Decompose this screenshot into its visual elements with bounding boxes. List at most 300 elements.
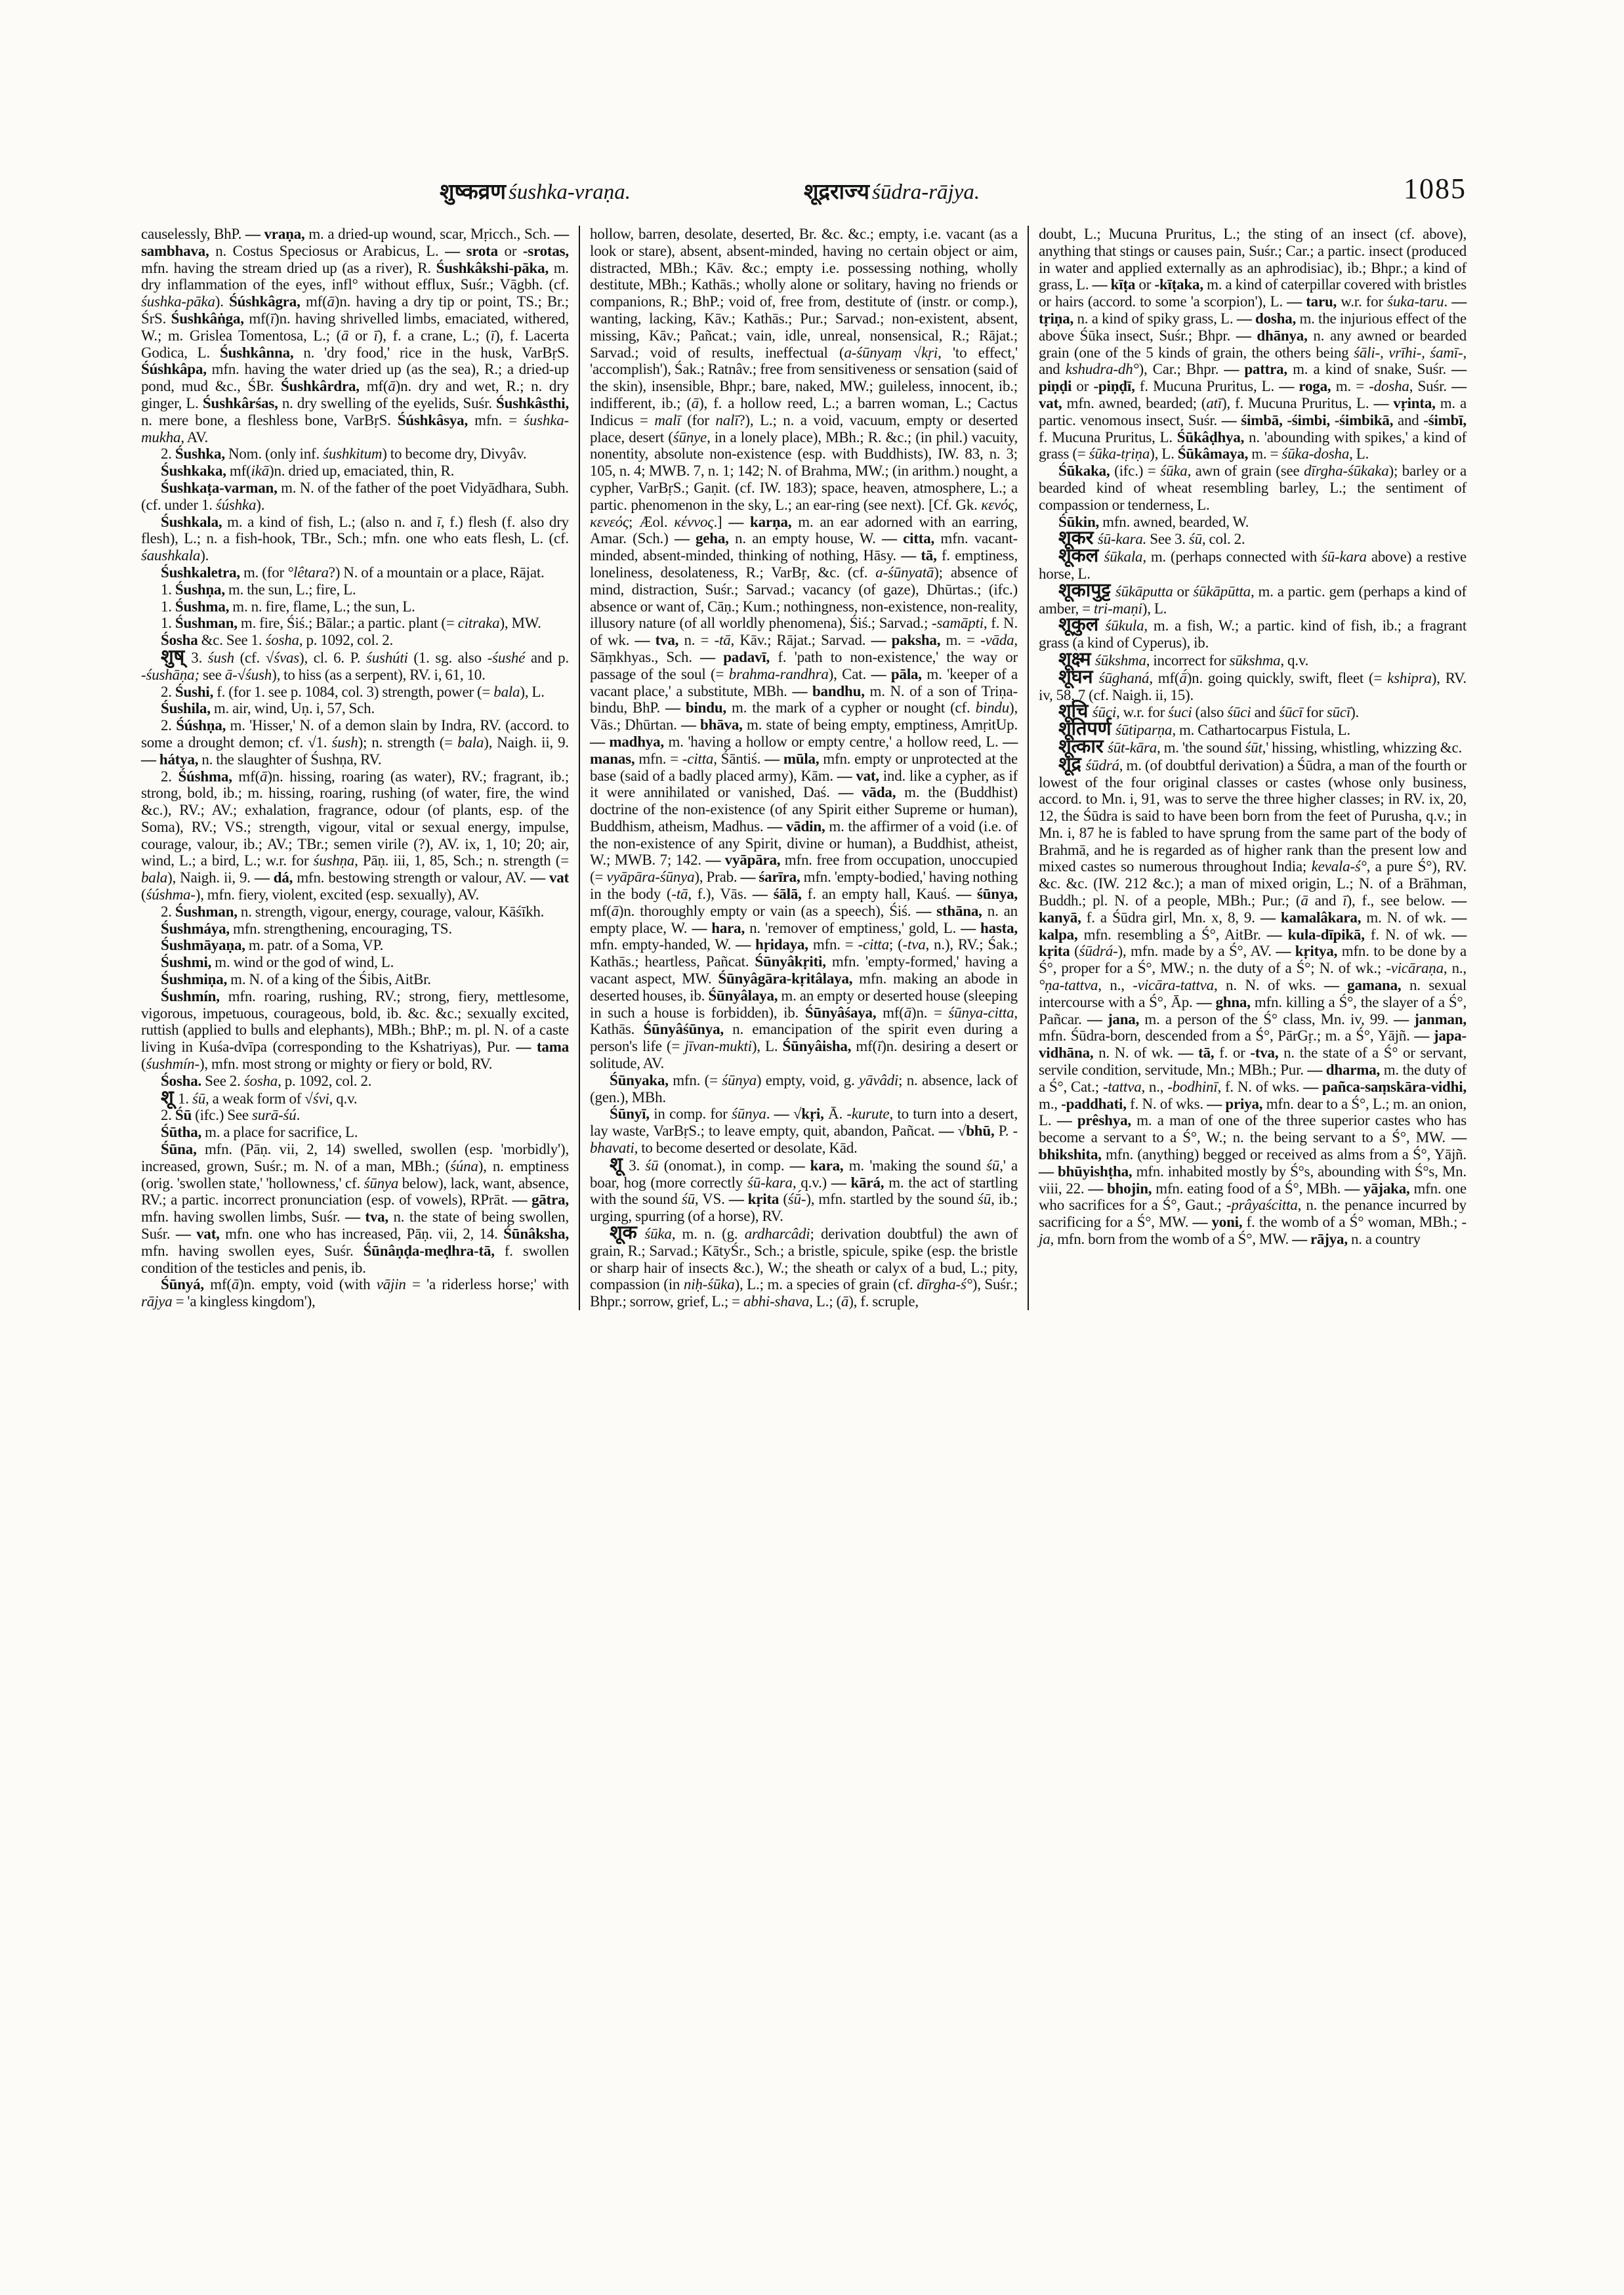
text-run: , col. 2. [1201, 531, 1245, 548]
text-run: m. N. of the father of the poet Vidyādhara, Subh. (cf. under 1. [141, 479, 569, 513]
headword: — janman, [1394, 1010, 1467, 1027]
text-run: m. wind or the god of wind, L. [215, 954, 394, 971]
text-run: ), cl. 6. P. [299, 649, 366, 666]
text-run: ), Naigh. ii, 9. [167, 869, 255, 886]
headword: — pattra, [1224, 361, 1293, 378]
text-run: w.r. for [1341, 293, 1388, 310]
text-run: , Sāṃkhyas., Sch. [590, 632, 1018, 665]
text-run: , AV. [180, 428, 209, 445]
sanskrit-italic-term: °ṇa-tattva [1039, 977, 1098, 994]
text-run: m. = [1251, 445, 1282, 463]
headword: Śushkâṅga, [171, 310, 249, 327]
text-run: n. dry swelling of the eyelids, Suśr. [281, 394, 497, 411]
headword: Śosha. [161, 1072, 205, 1089]
headword: Śushi, [175, 683, 217, 700]
text-run: in comp. for [654, 1106, 732, 1123]
text-run: mf( [238, 768, 260, 785]
sanskrit-italic-term: śūnya [722, 1071, 757, 1088]
dictionary-paragraph [1039, 735, 1467, 757]
sanskrit-italic-term: -bodhinī [1167, 1078, 1218, 1095]
sanskrit-italic-term: śaushkala [141, 547, 201, 564]
headword: Śūnyâisha, [782, 1038, 856, 1055]
text-run: , Kāv.; Rājat.; Sarvad. [730, 632, 871, 649]
headword: Śúshkâgra, [229, 293, 306, 310]
devanagari-headword: शूतिपर्ण [1058, 718, 1115, 740]
text-run: , f. N. of wks. [1217, 1078, 1304, 1095]
text-run: ( [141, 886, 146, 903]
headword: — bhojin, [1088, 1180, 1156, 1197]
sanskrit-italic-term: śúshma- [146, 886, 196, 903]
text-run: mfn. inhabited mostly by Ś°s, abounding with Ś°s, Mn. viii, 22. [1039, 1163, 1467, 1197]
text-run: m. the duty of a Ś°, Cat.; [1039, 1062, 1467, 1095]
devanagari-headword: शूघन [1058, 666, 1099, 688]
text-run: n. an empty place, W. [590, 902, 1018, 936]
text-run: n. emancipation of the spirit even during a person's life (= [590, 1021, 1018, 1055]
headword: Śushkâsthi, [496, 394, 570, 411]
dictionary-paragraph [141, 954, 569, 971]
text-run: , n., [1141, 1078, 1168, 1095]
sanskrit-italic-term: malī [654, 411, 688, 428]
headword: — gamana, [1323, 977, 1410, 994]
text-run: f. a Śūdra girl, Mn. x, 8, 9. [1086, 909, 1260, 926]
sanskrit-italic-term: sūkshma [1229, 651, 1281, 669]
text-run: , VS. [694, 1191, 729, 1208]
text-run: , mf( [1149, 669, 1180, 686]
sanskrit-italic-term: śūcī [1279, 704, 1306, 721]
headword: Śushma, [175, 598, 233, 615]
text-run: = 'a kingless kingdom'), [175, 1293, 316, 1310]
text-run: mf( [856, 1038, 877, 1055]
headword: Śūkâḍhya, [1176, 428, 1249, 445]
headword: — vat, [1039, 378, 1467, 411]
headword: — dá, [254, 869, 297, 886]
devanagari-headword: शूकुल [1058, 614, 1106, 636]
text-run: ), L. [1150, 445, 1178, 463]
text-run: , in a lonely place), MBh.; R. &c.; (in phil.) vacuity, nonentity, absolute non-existence (esp. with Buddhists), IW. 83, n. 3; 105, n. 4; MWB. 7, n. 1; 142; N. of Brahma, MW.; (in arithm.) nought, a cypher, VarBṛS.; Gaṇit. (cf. IW. 183); space, heaven, atmosphere, L.; a partic. phenomenon in the sky, L.; an ear-ring (see next). [Cf. Gk. [590, 428, 1018, 513]
sanskrit-italic-term: śū [645, 1157, 664, 1174]
sanskrit-italic-term: śūka [644, 1226, 672, 1243]
text-run: ), Naigh. ii, 9. [484, 734, 569, 751]
text-run: ), mfn. fiery, violent, excited (esp. sexually), AV. [195, 886, 479, 903]
text-run: )n. = [911, 1004, 949, 1021]
text-run: n. 'remover of emptiness,' gold, L. [749, 919, 961, 936]
text-run: ), RV. iv, 58, 7 (cf. Naigh. ii, 15). [1039, 669, 1467, 703]
text-run: , m. (perhaps connected with [1142, 548, 1322, 566]
text-run: ). [215, 293, 230, 310]
text-run: (cf. √ [239, 649, 274, 666]
devanagari-headword: शुष् [161, 646, 192, 667]
sanskrit-italic-term: -prâyaścitta [1226, 1197, 1298, 1214]
devanagari-headword: शूक [610, 1222, 645, 1244]
headword: Śūkin, [1058, 513, 1103, 530]
sanskrit-italic-term: -dosha [1369, 378, 1409, 395]
text-run: mfn. = [638, 750, 682, 767]
text-run: , m. a fish, W.; a partic. kind of fish, ib.; a fragrant grass (a kind of Cyperus), ib. [1039, 617, 1467, 651]
text-run: mfn. = [474, 411, 524, 428]
text-run: mfn. bestowing strength or valour, AV. [297, 869, 531, 886]
sanskrit-italic-term: śushúti [365, 649, 414, 666]
running-head-left-roman: śushka-vraṇa. [508, 180, 631, 204]
sanskrit-italic-term: śūka [1160, 463, 1188, 480]
sanskrit-italic-term: sūcī [1326, 704, 1351, 721]
running-head-center-devanagari: शूद्रराज्य [804, 180, 870, 204]
dictionary-paragraph [141, 937, 569, 954]
sanskrit-italic-term: śūkāpūtta [1193, 583, 1251, 600]
headword: Śushmi, [161, 954, 215, 971]
dictionary-paragraph [141, 971, 569, 988]
dictionary-paragraph [141, 445, 569, 463]
dictionary-paragraph [141, 920, 569, 938]
text-run: ; Æol. [629, 513, 675, 530]
sanskrit-italic-term: kevala-ś° [1311, 858, 1367, 875]
column-3 [1039, 226, 1467, 1310]
text-run: ), Prab. [694, 869, 741, 886]
text-run: above) a restive horse, L. [1039, 548, 1467, 582]
text-run: mfn. (anything) begged or received as alms from a Ś°, Yājñ. [1106, 1146, 1467, 1163]
headword: — hṛidaya, [736, 936, 813, 953]
headword: Śushkâkshi-pāka, [436, 259, 554, 276]
headword: Śūna, [161, 1141, 205, 1158]
dictionary-paragraph [141, 514, 569, 564]
text-run: n. 'abounding with spikes,' a kind of grass (= [1039, 428, 1467, 463]
headword: Śosha [161, 632, 201, 649]
sanskrit-italic-term: ikā [251, 463, 270, 480]
headword: — bhāva, [680, 716, 747, 734]
text-run: mf( [590, 902, 612, 919]
headword: — kārá, [831, 1174, 889, 1191]
text-run: , Śāntiś. [713, 750, 765, 767]
text-run: , 'to effect,' 'accomplish'), Śak.; Ratnâv.; free from sensitiveness or sensation (said of the skin), insensible, Bhpr.; bare, naked, MW.; guileless, innocent, ib.; indifferent, ib.; ( [590, 344, 1018, 411]
text-run: )n. desiring a desert or solitude, AV. [590, 1038, 1018, 1072]
headword: — kṛita [1039, 926, 1467, 960]
headword: — prêshya, [1056, 1112, 1137, 1129]
text-run: f. the womb of a Ś° woman, MBh.; [1246, 1214, 1462, 1231]
text-run: , q.v. [329, 1090, 358, 1107]
sanskrit-italic-term: -vicāra-tattva [1133, 977, 1214, 994]
sanskrit-italic-term: ā [388, 378, 396, 395]
headword: — rājya, [1292, 1231, 1351, 1248]
headword: Śushkârdra, [280, 378, 367, 395]
sanskrit-italic-term: śush [207, 649, 240, 666]
text-run: 2. [161, 768, 178, 785]
text-run: )n. dry and wet, R.; n. dry ginger, L. [141, 378, 569, 411]
text-run: , n. the penance incurred by sacrificing for a Ś°, MW. [1039, 1197, 1467, 1231]
text-run: ), Cat. [828, 665, 871, 682]
headword: — tama [516, 1039, 569, 1056]
text-run: ), L. [520, 683, 545, 700]
sanskrit-italic-term: ardharcâdi [744, 1226, 810, 1243]
headword: — bandhu, [792, 682, 870, 699]
text-run: mfn. having the stream dried up (as a river), R. [141, 259, 436, 276]
text-run: f. Mucuna Pruritus, L. [1139, 378, 1280, 395]
headword: — śimbā, -śimbi, -śimbikā, [1221, 411, 1398, 428]
text-run: , Kathās. [590, 1004, 1018, 1038]
headword: — yoni, [1192, 1214, 1247, 1231]
headword: — priya, [1207, 1095, 1266, 1112]
devanagari-headword: शू [161, 1086, 178, 1108]
dictionary-paragraph [141, 1124, 569, 1141]
text-run: mfn. 'empty-bodied,' having nothing in the body ( [590, 869, 1018, 903]
text-run: ; n. absence, lack of (gen.), MBh. [590, 1071, 1018, 1106]
text-run: See 3. [1150, 531, 1189, 548]
headword: Śúshma, [178, 768, 239, 785]
text-run: m. state of being empty, emptiness, AmṛitUp. [746, 716, 1018, 734]
sanskrit-italic-term: -ja [1039, 1214, 1467, 1248]
sanskrit-italic-term: -vicāraṇa [1386, 960, 1444, 977]
sanskrit-italic-term: -tā [714, 632, 731, 649]
headword: — bhūyishṭha, [1039, 1163, 1136, 1180]
text-run: &c. See 1. [201, 632, 266, 649]
text-run: ?), L.; n. a void, vacuum, empty or deserted place, desert ( [590, 411, 1018, 445]
text-run: . [1444, 293, 1452, 310]
sanskrit-italic-term: bala [141, 869, 168, 886]
headword: — tṛiṇa, [1039, 293, 1467, 327]
text-run: )n. having shrivelled limbs, emaciated, withered, W.; m. Grislea Tomentosa, L.; ( [141, 310, 569, 344]
headword: — roga, [1279, 378, 1336, 395]
text-run: m. dry inflammation of the eyes, infl° without efflux, Suśr.; Vāgbh. (cf. [141, 259, 569, 293]
text-run: ( [141, 1056, 146, 1073]
sanskrit-italic-term: bala [457, 734, 484, 751]
headword: — vat, [175, 1226, 226, 1243]
dictionary-paragraph [141, 1107, 569, 1124]
sanskrit-italic-term: kshudra-dh° [1065, 361, 1139, 378]
text-run: m. the sun, L.; fire, L. [228, 581, 356, 598]
text-run: 2. [161, 903, 175, 920]
text-run: m. a kind of fish, L.; (also n. and [227, 513, 437, 530]
text-run: n. a country [1350, 1231, 1421, 1248]
text-run: ), L.; m. a species of grain (cf. [734, 1276, 917, 1293]
sanskrit-italic-term: śūnye [673, 428, 707, 445]
sanskrit-italic-term: śuka-taru [1387, 293, 1444, 310]
devanagari-headword: शूद्र [1058, 753, 1086, 775]
text-run: ), mfn. startled by the sound [806, 1191, 978, 1208]
dictionary-paragraph [141, 463, 569, 480]
text-run: doubt, L.; Mucuna Pruritus, L.; the sting of an insect (cf. above), anything that stings or causes pain, Suśr.; Car.; a partic. insect (produced in water and applied externally as an aphrodisiac), ib.; Bhpr.; a kind of grass, L. [1039, 226, 1467, 293]
headword: Śushkânna, [220, 344, 304, 361]
headword: — sthāna, [916, 902, 988, 919]
text-run: mf( [210, 1276, 232, 1293]
headword: — geha, [674, 530, 736, 547]
text-run: , m. Cathartocarpus Fistula, L. [1172, 722, 1350, 739]
sanskrit-italic-term: śū-kara [1321, 548, 1371, 566]
text-run: , p. 1092, col. 2. [299, 632, 394, 649]
sanskrit-italic-term: -śushé [487, 649, 531, 666]
text-run: hollow, barren, desolate, deserted, Br. &c. &c.; empty, i.e. vacant (as a look or stare), absent, absent-minded, having no certain object or aim, distracted, MBh.; Kāv. &c.; empty i.e. possessing nothing, wholly destitute, MBh.; Kathās.; wholly alone or solitary, having no friends or companions, R.; BhP.; void of, free from, destitute of (instr. or comp.), wanting, lacking, Kāv.; Kathās.; Pur.; Sarvad.; non-existent, absent, missing, Kāv.; Pañcat.; vain, idle, unreal, nonsensical, R.; Rājat.; Sarvad.; void of results, ineffectual ( [590, 226, 1018, 361]
text-run: m. 'keeper of a vacant place,' a substitute, MBh. [590, 665, 1018, 699]
devanagari-headword: शूकर [1058, 527, 1098, 549]
headword: — paksha, [871, 632, 946, 649]
text-run: mfn. roaring, rushing, RV.; strong, fiery, mettlesome, vigorous, impetuous, courageous, bold, ib. &c. &c.; sexually excited, ruttish (applied to bulls and elephants), MBh.; BhP.; m. pl. N. of a caste living in Kuśa-dvīpa (corresponding to the Kshatriyas), Pur. [141, 987, 569, 1056]
text-run: mfn. having the water dried up (as the sea), R.; a dried-up pond, mud &c., ŚBr. [141, 361, 569, 395]
text-run: 1. [161, 615, 175, 632]
sanskrit-italic-term: ā [904, 1004, 911, 1021]
text-run: (1. sg. also [413, 649, 488, 666]
dictionary-paragraph [141, 1141, 569, 1276]
text-run: and [1314, 892, 1343, 909]
text-run: mf( [366, 378, 388, 395]
text-run: f. Mucuna Pruritus, L. [1039, 428, 1177, 445]
text-run: n. the slaughter of Śushṇa, RV. [201, 751, 382, 768]
headword: Śūnyâlaya, [708, 987, 781, 1004]
text-run: 3. [629, 1157, 646, 1174]
headword: Śū [175, 1107, 196, 1124]
headword: Śushka, [175, 445, 228, 463]
headword: — tā, [1178, 1044, 1220, 1062]
text-run: , Suśr. [1409, 378, 1452, 395]
text-run: ), f. Mucuna Pruritus, L. [1222, 394, 1374, 411]
headword: -piṇḍī, [1093, 378, 1140, 395]
sanskrit-italic-term: śvas [274, 649, 299, 666]
text-run: and p. [530, 649, 569, 666]
headword: Śushman, [175, 615, 241, 632]
headword: — kamalâkara, [1260, 909, 1367, 926]
headword: — pāla, [871, 665, 927, 682]
text-run: , to become deserted or desolate, Kād. [634, 1140, 858, 1157]
sanskrit-italic-term: ā [691, 394, 699, 411]
text-run: m. the injurious effect of the above Śūka insect, Suśr.; Bhpr. [1039, 310, 1467, 344]
dictionary-paragraph [590, 226, 1018, 1072]
headword: — madhya, [590, 733, 669, 750]
sanskrit-italic-term: śāli-, vrīhi-, śamī- [1354, 344, 1463, 361]
headword: Śūnyaka, [610, 1071, 673, 1088]
text-run: , f.), Vās. [688, 886, 753, 903]
text-run: , w.r. for [1116, 704, 1169, 721]
dictionary-paragraph [1039, 463, 1467, 513]
devanagari-headword: शूकापुट्ट [1058, 579, 1115, 601]
headword: -srotas, [522, 242, 569, 259]
headword: — śālā, [752, 886, 808, 903]
text-run: mfn. one who sacrifices for a Ś°, Gaut.; [1039, 1180, 1467, 1214]
sanskrit-italic-term: ī [1343, 892, 1347, 909]
devanagari-headword: शू [610, 1153, 629, 1175]
sanskrit-italic-term: śvi [312, 1090, 329, 1107]
text-run: mf( [883, 1004, 904, 1021]
sanskrit-italic-term: śūnya [732, 1106, 766, 1123]
text-run: mfn. (= [673, 1071, 722, 1088]
sanskrit-italic-term: śúshka [215, 496, 257, 513]
sanskrit-italic-term: śushṇa [313, 852, 355, 869]
text-run: or [504, 242, 523, 259]
sanskrit-italic-term: tri-maṇi [1093, 600, 1142, 617]
sanskrit-italic-term: abhi-shava [743, 1293, 810, 1310]
text-run: m. air, wind, Uṇ. i, 57, Sch. [213, 700, 375, 717]
text-run: n. sexual intercourse with a Ś°, Āp. [1039, 977, 1467, 1010]
page-header [141, 173, 1467, 218]
text-run: and [1397, 411, 1424, 428]
sanskrit-italic-term: a-śūnyaṃ √kṛi [844, 344, 938, 361]
headword: — karṇa, [728, 513, 799, 530]
text-run: , awn of grain (see [1187, 463, 1304, 480]
headword: Śushman, [175, 903, 241, 920]
text-run: mfn. = [812, 936, 858, 953]
text-run: m. 'making the sound [848, 1157, 987, 1174]
text-run: 1. [161, 581, 175, 598]
text-run: ind. like a cypher, as if it were annihilated or vanished, Daś. [590, 767, 1018, 801]
text-run: ), to hiss (as a serpent), RV. i, 61, 10. [272, 666, 486, 683]
headword: Śushmāyaṇa, [161, 937, 249, 954]
headword: — vṛinta, [1373, 394, 1440, 411]
headword: — taru, [1287, 293, 1341, 310]
sanskrit-italic-term: -kurute [846, 1106, 890, 1123]
headword: — dosha, [1236, 310, 1300, 327]
sanskrit-italic-term: śūka-tṛiṇa [1089, 445, 1150, 463]
text-run: ) empty, void, g. [756, 1071, 860, 1088]
dictionary-paragraph [141, 768, 569, 903]
text-run: , q.v. [1280, 651, 1309, 669]
headword: — kula-dīpikā, [1266, 926, 1371, 943]
headword: — kṛitya, [1276, 943, 1342, 960]
text-run: 2. [161, 1107, 175, 1124]
sanskrit-italic-term: śūci [1227, 704, 1255, 721]
text-run: n. = [684, 632, 715, 649]
text-run: (onomat.), in comp. [663, 1157, 790, 1174]
text-run: (ifc.) = [1114, 463, 1161, 480]
text-run: or [1076, 378, 1094, 395]
headword: — padavī, [700, 648, 778, 665]
text-run: mf( [229, 463, 251, 480]
text-run: m. 'Hisser,' N. of a demon slain by Indra, RV. (accord. to some a drought demon; cf. √1. [141, 717, 569, 751]
text-run: , a weak form of √ [205, 1090, 313, 1107]
text-run: ), L. [1142, 600, 1167, 617]
text-run: f. swollen condition of the testicles and penis, ib. [141, 1242, 569, 1276]
text-run: m. a kind of snake, Suśr. [1293, 361, 1452, 378]
headword: Śúshṇa, [176, 717, 230, 734]
text-run: , m. (of doubtful derivation) a Śūdra, a man of the fourth or lowest of the four original classes or castes (whose only business, accord. to Mn. i, 91, was to serve the three higher classes; in RV. ix, 20, 12, the Śūdra is said to have been born from the feet of Purusha, q.v.; in Mn. i, 87 he is fabled to have sprung from the same part of the body of Brahmā, and he is regarded as of higher rank than the present low and mixed castes so numerous throughout India; [1039, 756, 1467, 875]
headword: — vraṇa, [245, 226, 309, 242]
dictionary-paragraph [141, 632, 569, 649]
text-run: (ifc.) See [195, 1107, 252, 1124]
text-run: or [1138, 276, 1155, 293]
text-run: 3. [191, 649, 208, 666]
sanskrit-italic-term: śushka-mukha [141, 411, 569, 445]
sanskrit-italic-term: ī [490, 327, 495, 344]
text-run: , ib.; urging, spurring (of a horse), RV. [590, 1191, 1018, 1225]
dictionary-paragraph [141, 700, 569, 717]
text-run: f. or [1219, 1044, 1251, 1062]
text-run: )n. having a dry tip or point, TS.; Br.; ŚrS. [141, 293, 569, 327]
sanskrit-italic-term: śuci [1168, 704, 1196, 721]
sanskrit-italic-term: vyāpāra-śūnya [606, 869, 695, 886]
headword: — jana, [1087, 1010, 1145, 1027]
headword: -paddhati, [1061, 1095, 1131, 1112]
headword: — tā, [901, 547, 942, 564]
text-run: m. = [946, 632, 981, 649]
dictionary-paragraph [141, 564, 569, 581]
text-run: n. Costus Speciosus or Arabicus, L. [215, 242, 446, 259]
headword: Śúshkâsya, [397, 411, 475, 428]
headword: — bindu, [665, 699, 732, 716]
text-run: mfn. Śūdra-born, descended from a Ś°, PārGṛ.; m. a Ś°, Yājñ. [1039, 1027, 1415, 1044]
text-run: m. N. of a son of Triṇa-bindu, BhP. [590, 682, 1018, 716]
text-run: mfn. free from occupation, unoccupied (= [590, 852, 1018, 886]
sanskrit-italic-term: śosha [265, 632, 299, 649]
dictionary-paragraph [141, 581, 569, 598]
sanskrit-italic-term: dīrgha-śūkaka [1304, 463, 1389, 480]
sanskrit-italic-term: -vāda [980, 632, 1014, 649]
dictionary-paragraph [141, 684, 569, 701]
sanskrit-italic-term: -samāpti [931, 615, 984, 632]
headword: — kīṭa [1092, 276, 1139, 293]
headword: — hátya, [141, 751, 202, 768]
text-run: n. mere bone, a fleshless bone, VarBṛS. [141, 411, 398, 428]
text-run: . [296, 1107, 301, 1124]
sanskrit-italic-term: śū [978, 1191, 991, 1208]
sanskrit-italic-term: yāvâdi [859, 1071, 899, 1088]
text-run: n. N. of wk. [1098, 1044, 1178, 1062]
headword: — pañca-saṃskāra-vidhi, [1303, 1078, 1467, 1095]
sanskrit-italic-term: vājin [376, 1276, 412, 1293]
headword: — kanyā, [1039, 892, 1467, 926]
